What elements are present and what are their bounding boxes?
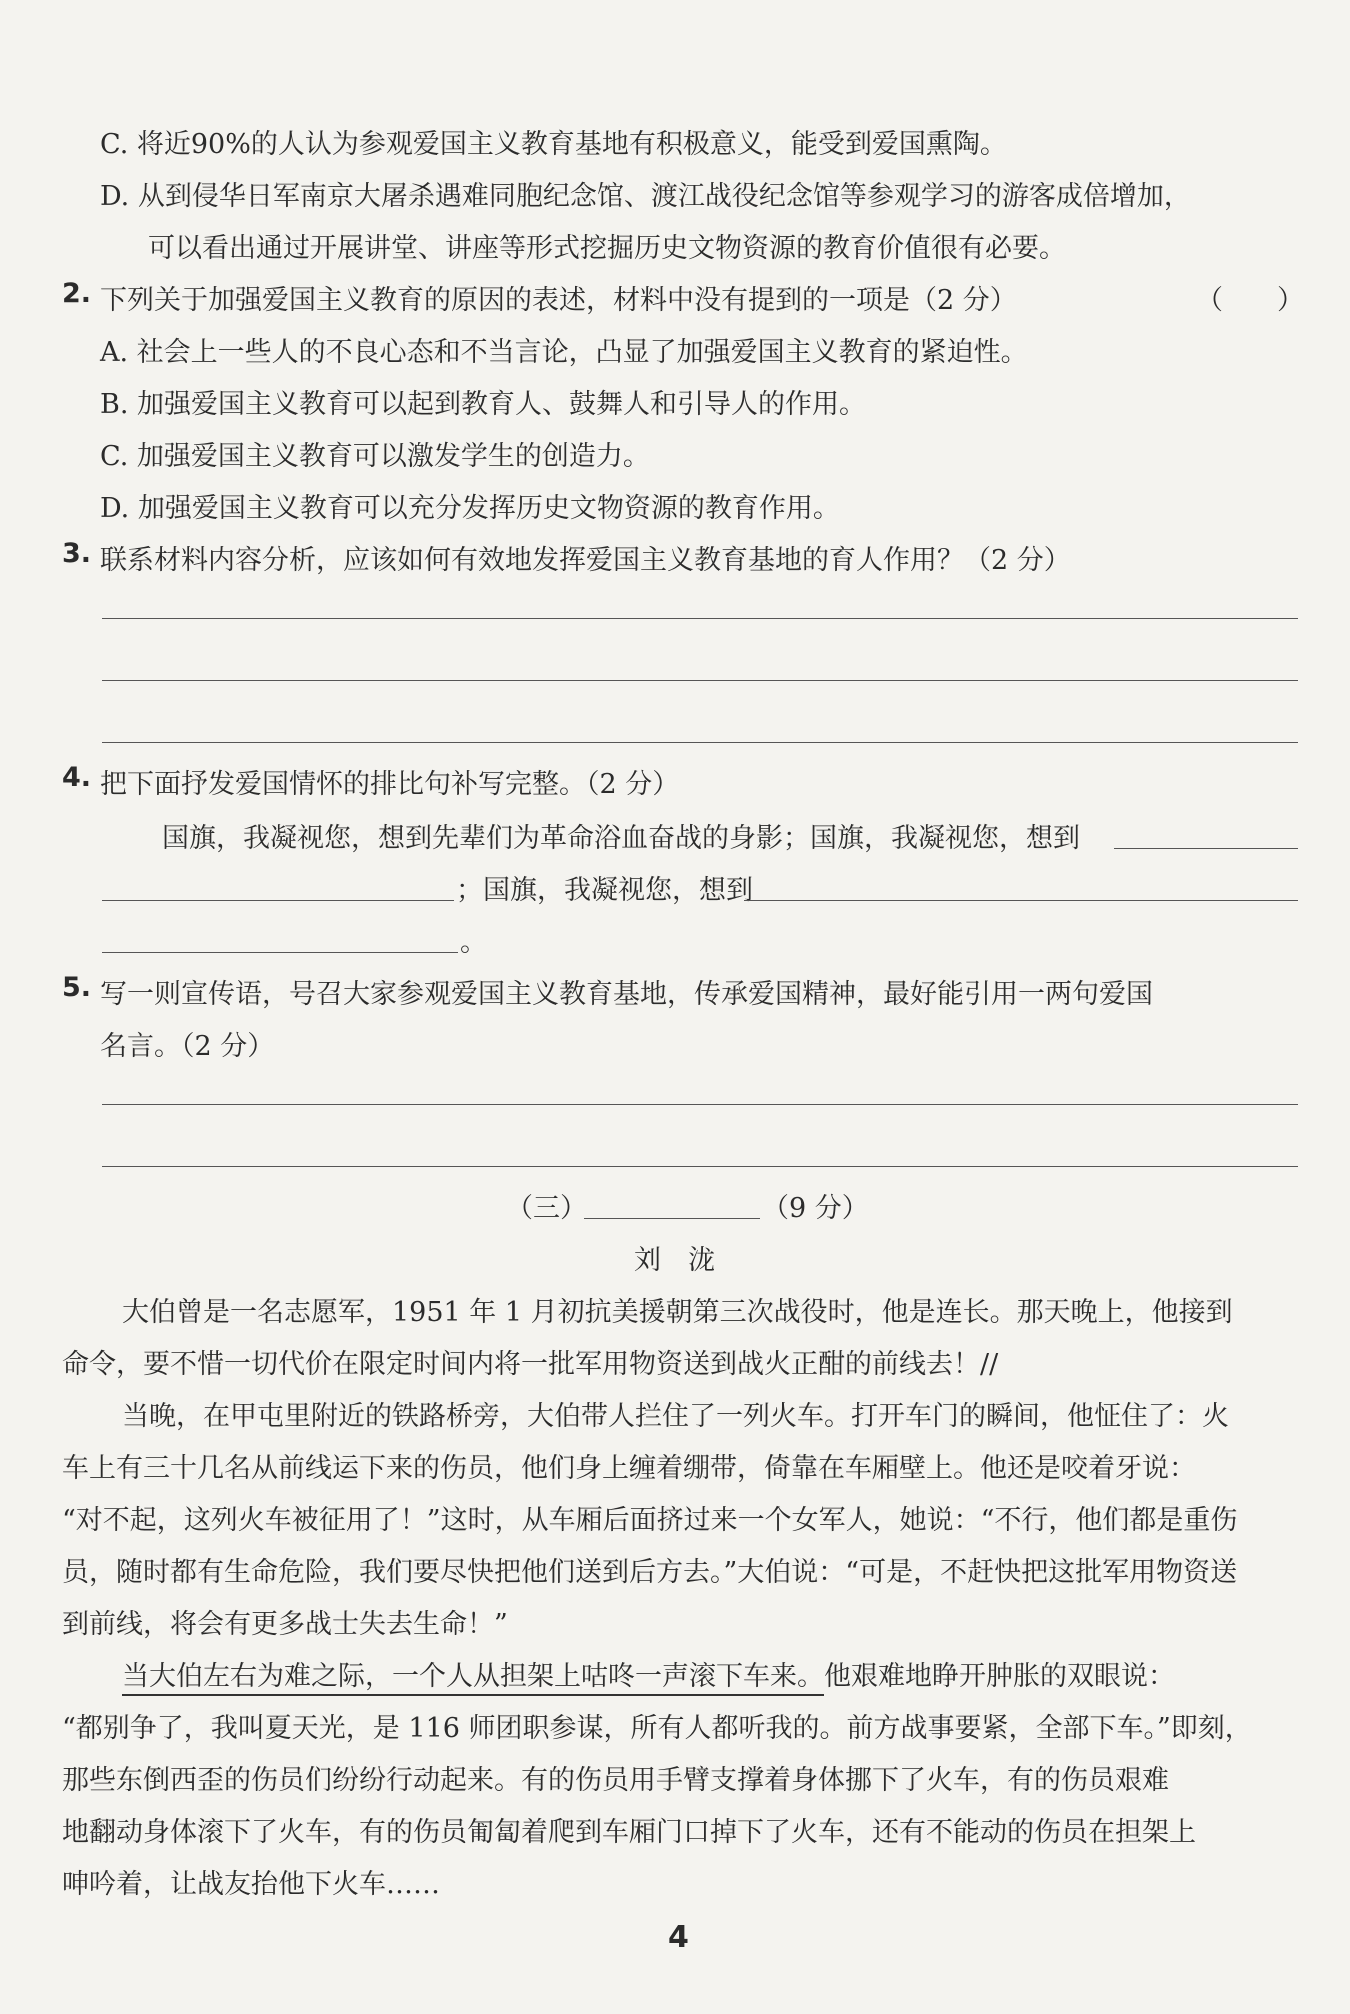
passage-p2-line4: 员，随时都有生命危险，我们要尽快把他们送到后方去。”大伯说：“可是，不赶快把这批军用物资送 — [62, 1557, 1238, 1588]
passage-p3-line4: 地翻动身体滚下了火车，有的伤员匍匐着爬到车厢门口掉下了火车，还有不能动的伤员在担架上 — [62, 1817, 1196, 1848]
section3-title-blank[interactable] — [584, 1218, 760, 1219]
page-number: 4 — [668, 1920, 689, 1955]
passage-p3-line2: “都别争了，我叫夏天光，是 116 师团职参谋，所有人都听我的。前方战事要紧，全部下车。”即刻， — [62, 1713, 1252, 1744]
passage-p3-line5: 呻吟着，让战友抬他下火车…… — [62, 1869, 440, 1900]
q1-option-d-line1: D. 从到侵华日军南京大屠杀遇难同胞纪念馆、渡江战役纪念馆等参观学习的游客成倍增加， — [100, 181, 1191, 212]
passage-p2-line1: 当晚，在甲屯里附近的铁路桥旁，大伯带人拦住了一列火车。打开车门的瞬间，他怔住了：火 — [122, 1401, 1229, 1432]
q5-number: 5. — [62, 972, 92, 1003]
section3-label: （三） — [506, 1193, 587, 1224]
passage-p2-line5: 到前线，将会有更多战士失去生命！” — [62, 1609, 508, 1640]
q1-option-d-line2: 可以看出通过开展讲堂、讲座等形式挖掘历史文物资源的教育价值很有必要。 — [148, 233, 1066, 264]
q2-option-a: A. 社会上一些人的不良心态和不当言论，凸显了加强爱国主义教育的紧迫性。 — [100, 337, 1028, 368]
q1-option-c: C. 将近90%的人认为参观爱国主义教育基地有积极意义，能受到爱国熏陶。 — [100, 129, 1007, 160]
q5-answer-line-1[interactable] — [102, 1104, 1298, 1105]
q2-option-b: B. 加强爱国主义教育可以起到教育人、鼓舞人和引导人的作用。 — [100, 389, 867, 420]
q4-sentence-end: 。 — [460, 927, 487, 958]
q4-blank-1a[interactable] — [1114, 848, 1298, 849]
passage-p1-line1: 大伯曾是一名志愿军，1951 年 1 月初抗美援朝第三次战役时，他是连长。那天晚上，他接到 — [122, 1297, 1233, 1328]
passage-underlined-sentence: 当大伯左右为难之际，一个人从担架上咕咚一声滚下车来。 — [122, 1661, 824, 1696]
q4-blank-1b[interactable] — [102, 900, 454, 901]
passage-p2-line2: 车上有三十几名从前线运下来的伤员，他们身上缠着绷带，倚靠在车厢壁上。他还是咬着牙说： — [62, 1453, 1196, 1484]
q3-answer-line-1[interactable] — [102, 618, 1298, 619]
q3-answer-line-2[interactable] — [102, 680, 1298, 681]
passage-p3-line3: 那些东倒西歪的伤员们纷纷行动起来。有的伤员用手臂支撑着身体挪下了火车，有的伤员艰难 — [62, 1765, 1169, 1796]
q2-answer-bracket[interactable]: （ ） — [1196, 285, 1304, 316]
passage-author: 刘 泷 — [634, 1245, 715, 1276]
q2-option-c: C. 加强爱国主义教育可以激发学生的创造力。 — [100, 441, 650, 472]
q4-sentence-line1: 国旗，我凝视您，想到先辈们为革命浴血奋战的身影；国旗，我凝视您，想到 — [162, 823, 1080, 854]
q2-option-d: D. 加强爱国主义教育可以充分发挥历史文物资源的教育作用。 — [100, 493, 840, 524]
q5-stem-line1: 写一则宣传语，号召大家参观爱国主义教育基地，传承爱国精神，最好能引用一两句爱国 — [100, 979, 1153, 1010]
passage-p1-line2: 命令，要不惜一切代价在限定时间内将一批军用物资送到战火正酣的前线去！// — [62, 1349, 999, 1380]
passage-p2-line3: “对不起，这列火车被征用了！”这时，从车厢后面挤过来一个女军人，她说：“不行，他们都是重伤 — [62, 1505, 1238, 1536]
q5-stem-line2: 名言。（2 分） — [100, 1031, 275, 1062]
q3-stem: 联系材料内容分析，应该如何有效地发挥爱国主义教育基地的育人作用？（2 分） — [100, 545, 1071, 576]
q2-stem: 下列关于加强爱国主义教育的原因的表述，材料中没有提到的一项是（2 分） — [100, 285, 1017, 316]
passage-p3-line1 — [122, 1654, 1175, 1693]
q4-stem: 把下面抒发爱国情怀的排比句补写完整。（2 分） — [100, 769, 680, 800]
q3-number: 3. — [62, 538, 92, 569]
section3-score: （9 分） — [762, 1193, 869, 1224]
q4-number: 4. — [62, 762, 92, 793]
q4-blank-2a[interactable] — [744, 900, 1298, 901]
q5-answer-line-2[interactable] — [102, 1166, 1298, 1167]
q3-answer-line-3[interactable] — [102, 742, 1298, 743]
q2-number: 2. — [62, 278, 92, 309]
q4-blank-2b[interactable] — [102, 952, 458, 953]
q4-sentence-line2: ；国旗，我凝视您，想到 — [456, 875, 753, 906]
passage-p3-line1-rest: 他艰难地睁开肿胀的双眼说： — [824, 1661, 1175, 1692]
